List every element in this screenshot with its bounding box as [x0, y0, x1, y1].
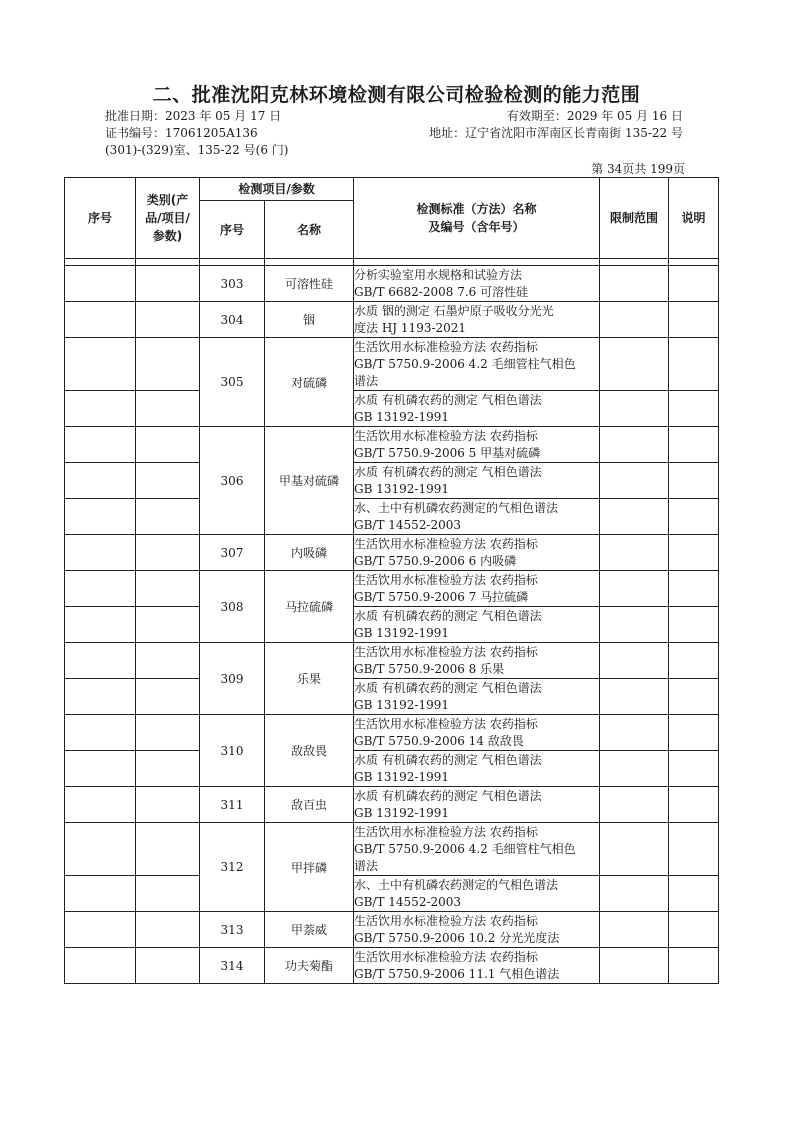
seq-cell — [65, 912, 136, 948]
category-cell — [136, 571, 200, 607]
valid-until: 有效期至：2029 年 05 月 16 日 — [506, 109, 683, 123]
limit-cell — [600, 338, 669, 391]
note-cell — [669, 499, 719, 535]
table-row — [65, 427, 719, 463]
limit-cell — [600, 876, 669, 912]
table-row — [65, 876, 719, 912]
standard-line: GB 13192-1991 — [354, 409, 450, 424]
note-cell — [669, 876, 719, 912]
standard-line: 水质 有机磷农药的测定 气相色谱法 — [354, 680, 542, 695]
standard-line: 生活饮用水标准检验方法 农药指标 — [354, 428, 538, 443]
category-cell — [136, 715, 200, 751]
category-cell — [136, 266, 200, 302]
approval-date: 批准日期：2023 年 05 月 17 日 — [105, 109, 282, 123]
item-name: 敌敌畏 — [265, 715, 354, 787]
standard-line: GB/T 5750.9-2006 11.1 气相色谱法 — [354, 966, 560, 981]
standard-line: GB 13192-1991 — [354, 697, 450, 712]
standard-line: 生活饮用水标准检验方法 农药指标 — [354, 716, 538, 731]
standard-line: 水、土中有机磷农药测定的气相色谱法 — [354, 877, 559, 892]
item-name: 可溶性硅 — [265, 266, 354, 302]
item-number: 304 — [200, 302, 265, 338]
standard-line: 谱法 — [354, 858, 379, 873]
limit-cell — [600, 427, 669, 463]
table-row — [65, 499, 719, 535]
standard-line: 生活饮用水标准检验方法 农药指标 — [354, 536, 538, 551]
standard-line: 水质 有机磷农药的测定 气相色谱法 — [354, 608, 542, 623]
standard-cell — [354, 715, 600, 751]
standard-cell — [354, 948, 600, 984]
seq-cell — [65, 338, 136, 391]
spacer-cell — [669, 259, 719, 266]
standard-line: GB/T 5750.9-2006 6 内吸磷 — [354, 553, 517, 568]
standard-cell — [354, 302, 600, 338]
category-cell — [136, 391, 200, 427]
standard-line: GB/T 5750.9-2006 14 敌敌畏 — [354, 733, 524, 748]
standard-line: 生活饮用水标准检验方法 农药指标 — [354, 644, 538, 659]
spacer-cell — [65, 259, 136, 266]
limit-cell — [600, 912, 669, 948]
note-cell — [669, 302, 719, 338]
standard-line: 水质 铟的测定 石墨炉原子吸收分光光 — [354, 303, 554, 318]
standard-line: GB 13192-1991 — [354, 625, 450, 640]
spacer-cell — [200, 259, 265, 266]
standard-line: GB/T 14552-2003 — [354, 517, 462, 532]
item-name: 乐果 — [265, 643, 354, 715]
standard-line: GB/T 6682-2008 7.6 可溶性硅 — [354, 284, 529, 299]
standard-line: 分析实验室用水规格和试验方法 — [354, 267, 523, 282]
note-cell — [669, 338, 719, 391]
note-cell — [669, 643, 719, 679]
table-row — [65, 787, 719, 823]
standard-line: 生活饮用水标准检验方法 农药指标 — [354, 824, 538, 839]
standard-line: 度法 HJ 1193-2021 — [354, 320, 467, 335]
limit-cell — [600, 607, 669, 643]
standard-line: 生活饮用水标准检验方法 农药指标 — [354, 572, 538, 587]
certificate-number: 证书编号：17061205A136 — [105, 126, 258, 140]
seq-cell — [65, 787, 136, 823]
standard-cell — [354, 787, 600, 823]
standard-line: 谱法 — [354, 373, 379, 388]
table-row — [65, 535, 719, 571]
item-number: 312 — [200, 823, 265, 912]
table-row — [65, 948, 719, 984]
standard-cell — [354, 679, 600, 715]
category-cell — [136, 751, 200, 787]
standard-line: 水质 有机磷农药的测定 气相色谱法 — [354, 788, 542, 803]
standard-line: GB/T 5750.9-2006 4.2 毛细管柱气相色 — [354, 841, 576, 856]
table-row — [65, 679, 719, 715]
header-limit: 限制范围 — [600, 178, 669, 259]
seq-cell — [65, 643, 136, 679]
limit-cell — [600, 823, 669, 876]
category-cell — [136, 787, 200, 823]
standard-cell — [354, 912, 600, 948]
seq-cell — [65, 715, 136, 751]
seq-cell — [65, 391, 136, 427]
standard-cell — [354, 751, 600, 787]
category-cell — [136, 607, 200, 643]
note-cell — [669, 679, 719, 715]
standard-line: 生活饮用水标准检验方法 农药指标 — [354, 949, 538, 964]
limit-cell — [600, 302, 669, 338]
note-cell — [669, 787, 719, 823]
header-seq: 序号 — [65, 178, 136, 259]
item-number: 311 — [200, 787, 265, 823]
standard-line: GB/T 5750.9-2006 4.2 毛细管柱气相色 — [354, 356, 576, 371]
standard-cell — [354, 499, 600, 535]
item-number: 303 — [200, 266, 265, 302]
note-cell — [669, 463, 719, 499]
standard-line: 水、土中有机磷农药测定的气相色谱法 — [354, 500, 559, 515]
limit-cell — [600, 679, 669, 715]
seq-cell — [65, 266, 136, 302]
limit-cell — [600, 391, 669, 427]
item-name: 敌百虫 — [265, 787, 354, 823]
standard-line: GB 13192-1991 — [354, 481, 450, 496]
seq-cell — [65, 876, 136, 912]
item-name: 马拉硫磷 — [265, 571, 354, 643]
seq-cell — [65, 463, 136, 499]
spacer-cell — [136, 259, 200, 266]
item-number: 309 — [200, 643, 265, 715]
limit-cell — [600, 463, 669, 499]
standard-cell — [354, 463, 600, 499]
limit-cell — [600, 751, 669, 787]
page-info: 第 34页共 199页 — [591, 162, 685, 176]
standard-cell — [354, 571, 600, 607]
standard-line: GB 13192-1991 — [354, 769, 450, 784]
header-item-name: 名称 — [265, 201, 354, 259]
category-cell — [136, 535, 200, 571]
seq-cell — [65, 535, 136, 571]
note-cell — [669, 948, 719, 984]
table-row — [65, 912, 719, 948]
note-cell — [669, 823, 719, 876]
category-cell — [136, 679, 200, 715]
standard-cell — [354, 391, 600, 427]
header-item-group: 检测项目/参数 — [200, 178, 354, 201]
standard-line: GB/T 14552-2003 — [354, 894, 462, 909]
item-number: 314 — [200, 948, 265, 984]
standard-line: GB/T 5750.9-2006 8 乐果 — [354, 661, 505, 676]
item-number: 310 — [200, 715, 265, 787]
page-title: 二、批准沈阳克林环境检测有限公司检验检测的能力范围 — [152, 84, 641, 106]
standard-line: 水质 有机磷农药的测定 气相色谱法 — [354, 464, 542, 479]
category-cell — [136, 302, 200, 338]
category-cell — [136, 823, 200, 876]
table-row — [65, 391, 719, 427]
note-cell — [669, 912, 719, 948]
item-name: 对硫磷 — [265, 338, 354, 427]
item-name: 甲萘威 — [265, 912, 354, 948]
table-body — [65, 259, 719, 984]
note-cell — [669, 391, 719, 427]
address-continued: (301)-(329)室、135-22 号(6 门) — [105, 143, 289, 157]
standard-cell — [354, 643, 600, 679]
address: 地址：辽宁省沈阳市浑南区长青南街 135-22 号 — [429, 126, 683, 140]
table-row — [65, 643, 719, 679]
table-row — [65, 607, 719, 643]
category-cell — [136, 948, 200, 984]
seq-cell — [65, 679, 136, 715]
standard-line: GB/T 5750.9-2006 10.2 分光光度法 — [354, 930, 560, 945]
table-row — [65, 338, 719, 391]
standard-cell — [354, 266, 600, 302]
limit-cell — [600, 643, 669, 679]
standard-line: GB 13192-1991 — [354, 805, 450, 820]
spacer-cell — [265, 259, 354, 266]
seq-cell — [65, 499, 136, 535]
category-cell — [136, 338, 200, 391]
spacer-cell — [600, 259, 669, 266]
spacer-row — [65, 259, 719, 266]
standard-line: GB/T 5750.9-2006 5 甲基对硫磷 — [354, 445, 541, 460]
spacer-cell — [354, 259, 600, 266]
item-number: 308 — [200, 571, 265, 643]
item-number: 313 — [200, 912, 265, 948]
table-row — [65, 823, 719, 876]
seq-cell — [65, 948, 136, 984]
standard-line: 生活饮用水标准检验方法 农药指标 — [354, 339, 538, 354]
table-row — [65, 751, 719, 787]
limit-cell — [600, 266, 669, 302]
standard-line: 水质 有机磷农药的测定 气相色谱法 — [354, 392, 542, 407]
capability-table — [64, 177, 719, 984]
table-row — [65, 266, 719, 302]
category-cell — [136, 912, 200, 948]
note-cell — [669, 607, 719, 643]
header-category — [136, 178, 200, 259]
standard-line: GB/T 5750.9-2006 7 马拉硫磷 — [354, 589, 529, 604]
category-cell — [136, 463, 200, 499]
seq-cell — [65, 751, 136, 787]
seq-cell — [65, 823, 136, 876]
standard-line: 水质 有机磷农药的测定 气相色谱法 — [354, 752, 542, 767]
note-cell — [669, 535, 719, 571]
item-number: 306 — [200, 427, 265, 535]
standard-cell — [354, 876, 600, 912]
note-cell — [669, 427, 719, 463]
category-cell — [136, 643, 200, 679]
header-category-text: 类别(产品/项目/参数) — [145, 193, 190, 243]
table-row — [65, 463, 719, 499]
limit-cell — [600, 535, 669, 571]
table-row — [65, 302, 719, 338]
item-name: 功夫菊酯 — [265, 948, 354, 984]
note-cell — [669, 715, 719, 751]
table-row — [65, 715, 719, 751]
item-number: 305 — [200, 338, 265, 427]
item-number: 307 — [200, 535, 265, 571]
category-cell — [136, 499, 200, 535]
standard-cell — [354, 823, 600, 876]
header-item-seq: 序号 — [200, 201, 265, 259]
header-note: 说明 — [669, 178, 719, 259]
seq-cell — [65, 571, 136, 607]
header-standard — [354, 178, 600, 259]
item-name: 甲拌磷 — [265, 823, 354, 912]
limit-cell — [600, 787, 669, 823]
standard-cell — [354, 338, 600, 391]
seq-cell — [65, 607, 136, 643]
note-cell — [669, 266, 719, 302]
limit-cell — [600, 571, 669, 607]
limit-cell — [600, 715, 669, 751]
note-cell — [669, 571, 719, 607]
header-standard-text: 检测标准（方法）名称及编号（含年号） — [416, 202, 537, 234]
item-name: 内吸磷 — [265, 535, 354, 571]
category-cell — [136, 427, 200, 463]
standard-cell — [354, 607, 600, 643]
item-name: 甲基对硫磷 — [265, 427, 354, 535]
standard-cell — [354, 535, 600, 571]
item-name: 铟 — [265, 302, 354, 338]
standard-line: 生活饮用水标准检验方法 农药指标 — [354, 913, 538, 928]
seq-cell — [65, 427, 136, 463]
limit-cell — [600, 948, 669, 984]
table-row — [65, 571, 719, 607]
note-cell — [669, 751, 719, 787]
standard-cell — [354, 427, 600, 463]
limit-cell — [600, 499, 669, 535]
category-cell — [136, 876, 200, 912]
seq-cell — [65, 302, 136, 338]
